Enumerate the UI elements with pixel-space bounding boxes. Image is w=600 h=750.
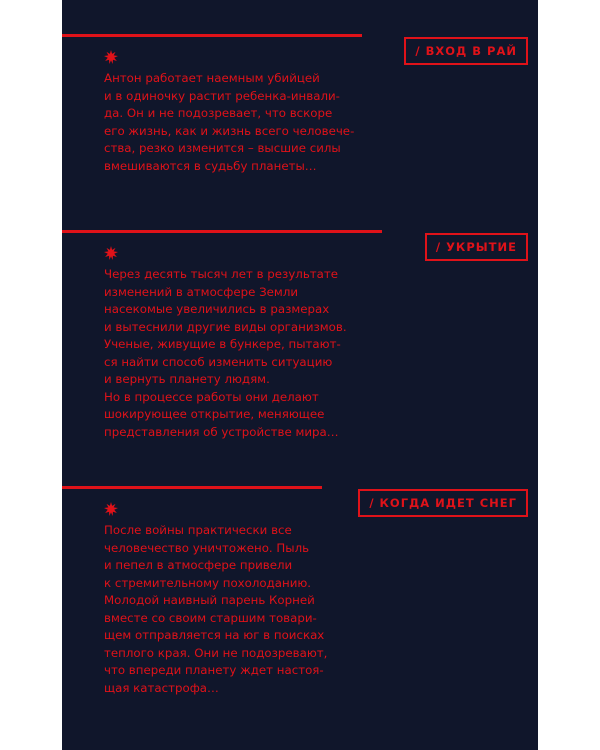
starburst-icon (104, 502, 118, 516)
section-rule (62, 486, 322, 489)
starburst-icon (104, 246, 118, 260)
section-description: После войны практически все человечество уничтожено. Пыль и пепел в атмосфере привели к стремительному похолоданию. Молодой наивный парень Корней вместе со своим старшим товари- щем отправляется на юг в поисках теплого края. Они не подозревают, что впереди планету ждет настоя- щая катастрофа… (104, 523, 328, 695)
section-rule (62, 34, 362, 37)
book-page (62, 0, 538, 750)
section-title-tag: / ВХОД В РАЙ (404, 37, 528, 65)
section-title-tag: / КОГДА ИДЕТ СНЕГ (358, 489, 528, 517)
section-description: Антон работает наемным убийцей и в одиночку растит ребенка-инвали- да. Он и не подозревает, что вскоре его жизнь, как и жизнь всего человече- ства, резко изменится – высшие силы вмешиваются в судьбу планеты… (104, 71, 355, 173)
section-rule (62, 230, 382, 233)
section-title-tag: / УКРЫТИЕ (425, 233, 528, 261)
starburst-icon (104, 50, 118, 64)
section-description: Через десять тысяч лет в результате изменений в атмосфере Земли насекомые увеличились в размерах и вытеснили другие виды организмов. Ученые, живущие в бункере, пытают- ся найти способ изменить ситуацию и вернуть планету людям. Но в процессе работы они делают шокирующее открытие, меняющее представления об устройстве мира… (104, 267, 347, 439)
